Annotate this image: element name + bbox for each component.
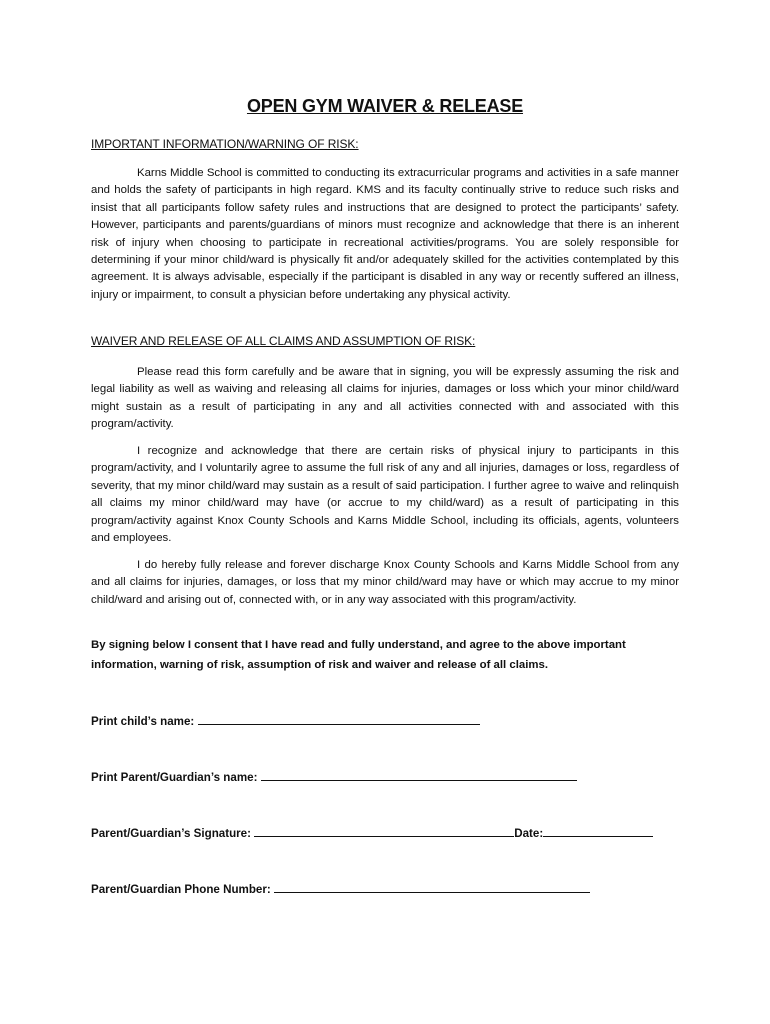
warning-paragraph: Karns Middle School is committed to conducting its extracurricular programs and activities in a safe manner and holds the safety of participants in high regard. KMS and its faculty continually strive to reduce such risks and insist that all participants follow safety rules and instructions that are designed to protect the participants’ safety. However, participants and parents/guardians of minors must recognize and acknowledge that there is an inherent risk of injury when choosing to participate in recreational activities/programs. You are solely responsible for determining if your minor child/ward is physically fit and/or adequately skilled for the activities contemplated by this agreement. It is always advisable, especially if the participant is disabled in any way or recently suffered an illness, injury or impairment, to consult a physician before undertaking any physical activity. [91,167,679,301]
child-name-field [91,712,480,728]
phone-input-line[interactable] [274,880,590,893]
child-name-input-line[interactable] [198,712,480,725]
section-heading-warning: IMPORTANT INFORMATION/WARNING OF RISK: [91,137,359,151]
consent-statement: By signing below I consent that I have read and fully understand, and agree to the above important information, warning of risk, assumption of risk and waiver and release of all claims. [91,639,626,671]
signature-input-line[interactable] [254,824,514,837]
phone-label: Parent/Guardian Phone Number: [91,883,271,896]
parent-name-label: Print Parent/Guardian’s name: [91,771,258,784]
parent-name-field [91,768,577,784]
waiver-paragraph-2: I recognize and acknowledge that there are certain risks of physical injury to participants in this program/activity, and I voluntarily agree to assume the full risk of any and all injuries, damages or loss, regardless of severity, that my minor child/ward may sustain as a result of said participation. I further agree to waive and relinquish all claims my minor child/ward may have (or accrue to my child/ward) as a result of participating in this program/activity against Knox County Schools and Karns Middle School, including its officials, agents, volunteers and employees. [91,445,679,545]
waiver-paragraph-3: I do hereby fully release and forever discharge Knox County Schools and Karns Middle School from any and all claims for injuries, damages, or loss that my minor child/ward may have or which may accrue to my minor child/ward and arising out of, connected with, or in any way associated with this program/activity. [91,559,679,606]
waiver-paragraph-1: Please read this form carefully and be aware that in signing, you will be expressly assuming the risk and legal liability as well as waiving and releasing all claims for injuries, damages or loss which your minor child/ward might sustain as a result of participating in any and all activities connected with and associated with this program/activity. [91,366,679,431]
parent-name-input-line[interactable] [261,768,577,781]
date-input-line[interactable] [543,824,653,837]
section-heading-waiver: WAIVER AND RELEASE OF ALL CLAIMS AND ASSUMPTION OF RISK: [91,334,476,348]
signature-field [91,824,653,840]
date-label: Date: [514,827,544,840]
child-name-label: Print child’s name: [91,715,195,728]
document-title: OPEN GYM WAIVER & RELEASE [246,96,524,116]
phone-field [91,880,590,896]
signature-label: Parent/Guardian’s Signature: [91,827,251,840]
